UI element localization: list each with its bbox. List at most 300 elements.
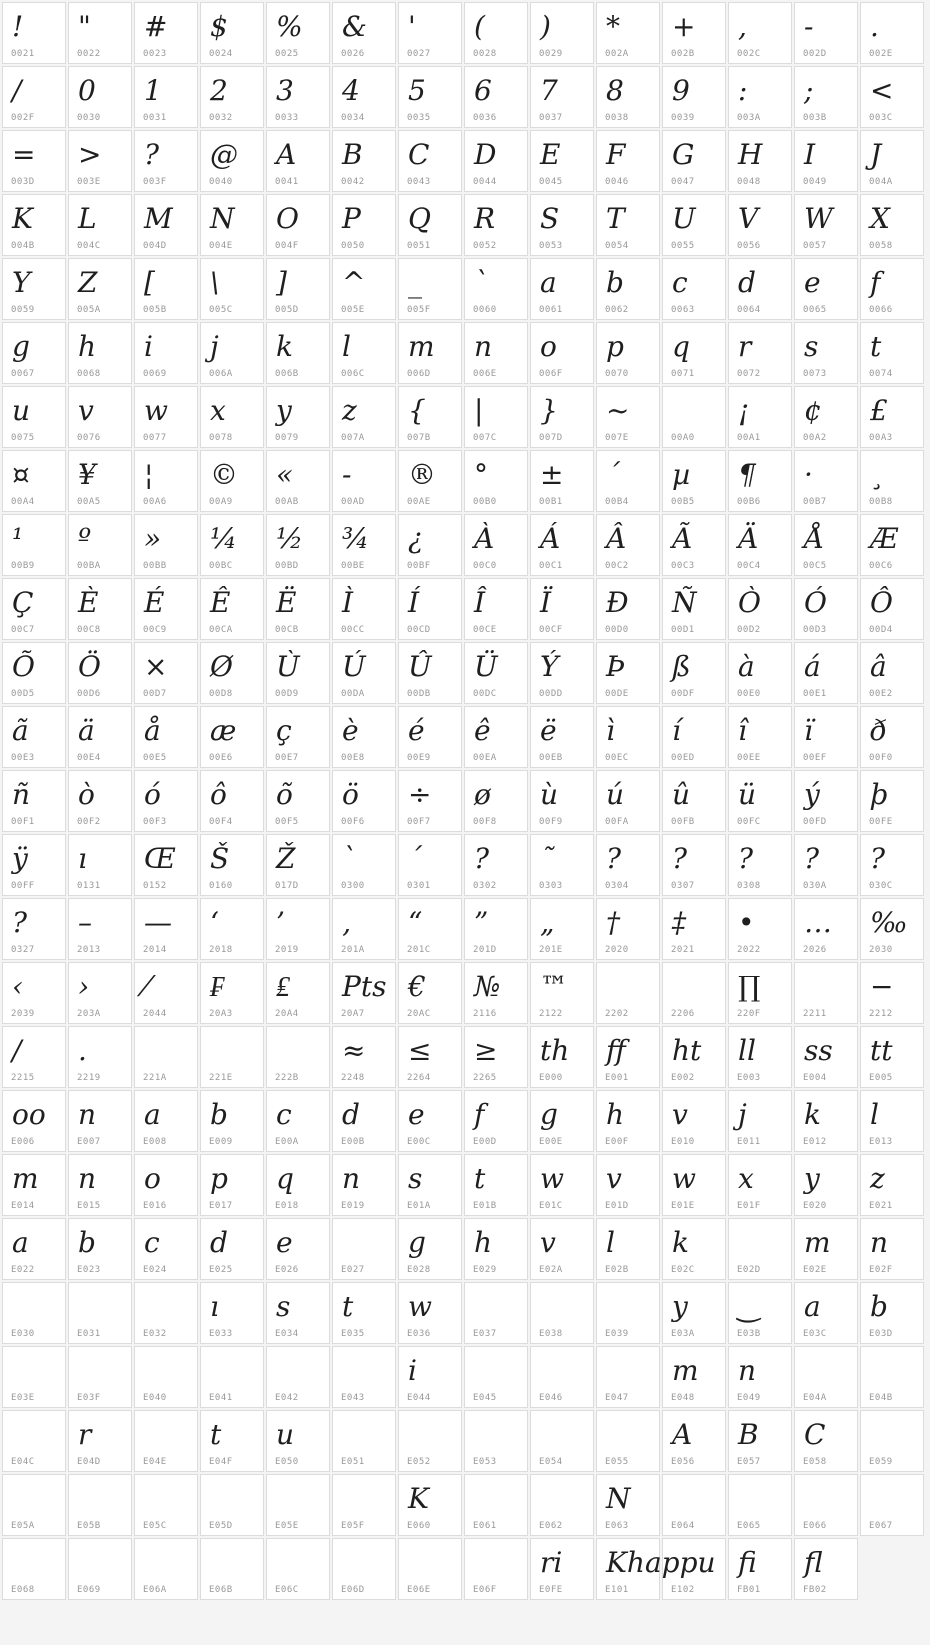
glyph-cell[interactable] bbox=[68, 1346, 132, 1408]
glyph-cell[interactable] bbox=[530, 450, 594, 512]
glyph-cell[interactable] bbox=[728, 2, 792, 64]
glyph-cell[interactable] bbox=[2, 386, 66, 448]
glyph-cell[interactable] bbox=[728, 578, 792, 640]
glyph-cell[interactable] bbox=[332, 1474, 396, 1536]
glyph-cell[interactable] bbox=[662, 258, 726, 320]
glyph-cell[interactable] bbox=[68, 450, 132, 512]
glyph-cell[interactable] bbox=[530, 642, 594, 704]
glyph-cell[interactable] bbox=[134, 450, 198, 512]
glyph-cell[interactable] bbox=[200, 386, 264, 448]
glyph-cell[interactable] bbox=[860, 2, 924, 64]
glyph-cell[interactable] bbox=[2, 1090, 66, 1152]
glyph-cell[interactable] bbox=[332, 1154, 396, 1216]
glyph-cell[interactable] bbox=[860, 514, 924, 576]
glyph-cell[interactable] bbox=[332, 898, 396, 960]
glyph-cell[interactable] bbox=[596, 1410, 660, 1472]
glyph-cell[interactable] bbox=[530, 770, 594, 832]
glyph-cell[interactable] bbox=[134, 258, 198, 320]
glyph-cell[interactable] bbox=[596, 962, 660, 1024]
glyph-cell[interactable] bbox=[794, 514, 858, 576]
glyph-cell[interactable] bbox=[860, 386, 924, 448]
glyph-cell[interactable] bbox=[662, 322, 726, 384]
glyph-cell[interactable] bbox=[332, 1410, 396, 1472]
glyph-cell[interactable] bbox=[332, 1346, 396, 1408]
glyph-cell[interactable] bbox=[728, 962, 792, 1024]
glyph-cell[interactable] bbox=[860, 962, 924, 1024]
glyph-cell[interactable] bbox=[662, 770, 726, 832]
glyph-cell[interactable] bbox=[860, 1090, 924, 1152]
glyph-cell[interactable] bbox=[794, 1282, 858, 1344]
glyph-cell[interactable] bbox=[596, 1346, 660, 1408]
glyph-cell[interactable] bbox=[596, 514, 660, 576]
glyph-cell[interactable] bbox=[662, 1474, 726, 1536]
glyph-cell[interactable] bbox=[794, 1090, 858, 1152]
glyph-cell[interactable] bbox=[662, 194, 726, 256]
glyph-cell[interactable] bbox=[728, 898, 792, 960]
glyph-cell[interactable] bbox=[464, 1026, 528, 1088]
glyph-cell[interactable] bbox=[596, 578, 660, 640]
glyph-cell[interactable] bbox=[530, 66, 594, 128]
glyph-cell[interactable] bbox=[398, 386, 462, 448]
glyph-cell[interactable] bbox=[662, 962, 726, 1024]
glyph-cell[interactable] bbox=[464, 1538, 528, 1600]
glyph-cell[interactable] bbox=[398, 130, 462, 192]
glyph-cell[interactable] bbox=[2, 962, 66, 1024]
glyph-cell[interactable] bbox=[68, 1218, 132, 1280]
glyph-cell[interactable] bbox=[662, 578, 726, 640]
glyph-cell[interactable] bbox=[332, 322, 396, 384]
glyph-cell[interactable] bbox=[596, 1474, 660, 1536]
glyph-cell[interactable] bbox=[596, 834, 660, 896]
glyph-cell[interactable] bbox=[728, 386, 792, 448]
glyph-cell[interactable] bbox=[200, 1090, 264, 1152]
glyph-cell[interactable] bbox=[134, 834, 198, 896]
glyph-cell[interactable] bbox=[662, 386, 726, 448]
glyph-cell[interactable] bbox=[596, 706, 660, 768]
glyph-cell[interactable] bbox=[530, 514, 594, 576]
glyph-cell[interactable] bbox=[200, 706, 264, 768]
glyph-cell[interactable] bbox=[266, 642, 330, 704]
glyph-cell[interactable] bbox=[200, 1410, 264, 1472]
glyph-cell[interactable] bbox=[2, 1282, 66, 1344]
glyph-cell[interactable] bbox=[332, 642, 396, 704]
glyph-cell[interactable] bbox=[794, 1026, 858, 1088]
glyph-cell[interactable] bbox=[68, 322, 132, 384]
glyph-cell[interactable] bbox=[728, 1154, 792, 1216]
glyph-cell[interactable] bbox=[794, 578, 858, 640]
glyph-cell[interactable] bbox=[398, 770, 462, 832]
glyph-cell[interactable] bbox=[662, 514, 726, 576]
glyph-cell[interactable] bbox=[794, 1154, 858, 1216]
glyph-cell[interactable] bbox=[68, 2, 132, 64]
glyph-cell[interactable] bbox=[794, 450, 858, 512]
glyph-cell[interactable] bbox=[530, 1090, 594, 1152]
glyph-cell[interactable] bbox=[398, 642, 462, 704]
glyph-cell[interactable] bbox=[794, 258, 858, 320]
glyph-cell[interactable] bbox=[398, 898, 462, 960]
glyph-cell[interactable] bbox=[134, 770, 198, 832]
glyph-cell[interactable] bbox=[596, 1026, 660, 1088]
glyph-cell[interactable] bbox=[398, 962, 462, 1024]
glyph-cell[interactable] bbox=[464, 322, 528, 384]
glyph-cell[interactable] bbox=[134, 1090, 198, 1152]
glyph-cell[interactable] bbox=[728, 258, 792, 320]
glyph-cell[interactable] bbox=[530, 1026, 594, 1088]
glyph-cell[interactable] bbox=[464, 962, 528, 1024]
glyph-cell[interactable] bbox=[2, 770, 66, 832]
glyph-cell[interactable] bbox=[860, 130, 924, 192]
glyph-cell[interactable] bbox=[134, 66, 198, 128]
glyph-cell[interactable] bbox=[266, 1026, 330, 1088]
glyph-cell[interactable] bbox=[794, 322, 858, 384]
glyph-cell[interactable] bbox=[728, 1218, 792, 1280]
glyph-cell[interactable] bbox=[794, 962, 858, 1024]
glyph-cell[interactable] bbox=[266, 898, 330, 960]
glyph-cell[interactable] bbox=[266, 194, 330, 256]
glyph-cell[interactable] bbox=[68, 578, 132, 640]
glyph-cell[interactable] bbox=[794, 2, 858, 64]
glyph-cell[interactable] bbox=[134, 1474, 198, 1536]
glyph-cell[interactable] bbox=[266, 66, 330, 128]
glyph-cell[interactable] bbox=[266, 2, 330, 64]
glyph-cell[interactable] bbox=[596, 1218, 660, 1280]
glyph-cell[interactable] bbox=[794, 386, 858, 448]
glyph-cell[interactable] bbox=[266, 1474, 330, 1536]
glyph-cell[interactable] bbox=[464, 770, 528, 832]
glyph-cell[interactable] bbox=[266, 130, 330, 192]
glyph-cell[interactable] bbox=[332, 258, 396, 320]
glyph-cell[interactable] bbox=[2, 450, 66, 512]
glyph-cell[interactable] bbox=[332, 1538, 396, 1600]
glyph-cell[interactable] bbox=[398, 2, 462, 64]
glyph-cell[interactable] bbox=[68, 1154, 132, 1216]
glyph-cell[interactable] bbox=[794, 1346, 858, 1408]
glyph-cell[interactable] bbox=[464, 194, 528, 256]
glyph-cell[interactable] bbox=[860, 1218, 924, 1280]
glyph-cell[interactable] bbox=[398, 706, 462, 768]
glyph-cell[interactable] bbox=[860, 642, 924, 704]
glyph-cell[interactable] bbox=[794, 770, 858, 832]
glyph-cell[interactable] bbox=[794, 898, 858, 960]
glyph-cell[interactable] bbox=[200, 514, 264, 576]
glyph-cell[interactable] bbox=[662, 1346, 726, 1408]
glyph-cell[interactable] bbox=[2, 514, 66, 576]
glyph-cell[interactable] bbox=[596, 66, 660, 128]
glyph-cell[interactable] bbox=[794, 1474, 858, 1536]
glyph-cell[interactable] bbox=[398, 322, 462, 384]
glyph-cell[interactable] bbox=[200, 770, 264, 832]
glyph-cell[interactable] bbox=[860, 706, 924, 768]
glyph-cell[interactable] bbox=[200, 1474, 264, 1536]
glyph-cell[interactable] bbox=[266, 834, 330, 896]
glyph-cell[interactable] bbox=[794, 66, 858, 128]
glyph-cell[interactable] bbox=[398, 1154, 462, 1216]
glyph-cell[interactable] bbox=[860, 66, 924, 128]
glyph-cell[interactable] bbox=[860, 1410, 924, 1472]
glyph-cell[interactable] bbox=[134, 1538, 198, 1600]
glyph-cell[interactable] bbox=[398, 1282, 462, 1344]
glyph-cell[interactable] bbox=[134, 514, 198, 576]
glyph-cell[interactable] bbox=[134, 1282, 198, 1344]
glyph-cell[interactable] bbox=[398, 834, 462, 896]
glyph-cell[interactable] bbox=[332, 386, 396, 448]
glyph-cell[interactable] bbox=[728, 706, 792, 768]
glyph-cell[interactable] bbox=[860, 194, 924, 256]
glyph-cell[interactable] bbox=[794, 1218, 858, 1280]
glyph-cell[interactable] bbox=[398, 1218, 462, 1280]
glyph-cell[interactable] bbox=[662, 1090, 726, 1152]
glyph-cell[interactable] bbox=[530, 1474, 594, 1536]
glyph-cell[interactable] bbox=[860, 578, 924, 640]
glyph-cell[interactable] bbox=[530, 1410, 594, 1472]
glyph-cell[interactable] bbox=[200, 450, 264, 512]
glyph-cell[interactable] bbox=[728, 514, 792, 576]
glyph-cell[interactable] bbox=[200, 1346, 264, 1408]
glyph-cell[interactable] bbox=[134, 706, 198, 768]
glyph-cell[interactable] bbox=[68, 194, 132, 256]
glyph-cell[interactable] bbox=[134, 322, 198, 384]
glyph-cell[interactable] bbox=[464, 578, 528, 640]
glyph-cell[interactable] bbox=[332, 194, 396, 256]
glyph-cell[interactable] bbox=[530, 834, 594, 896]
glyph-cell[interactable] bbox=[332, 1218, 396, 1280]
glyph-cell[interactable] bbox=[332, 834, 396, 896]
glyph-cell[interactable] bbox=[266, 386, 330, 448]
glyph-cell[interactable] bbox=[530, 2, 594, 64]
glyph-cell[interactable] bbox=[398, 258, 462, 320]
glyph-cell[interactable] bbox=[860, 322, 924, 384]
glyph-cell[interactable] bbox=[464, 66, 528, 128]
glyph-cell[interactable] bbox=[2, 898, 66, 960]
glyph-cell[interactable] bbox=[200, 258, 264, 320]
glyph-cell[interactable] bbox=[398, 66, 462, 128]
glyph-cell[interactable] bbox=[200, 1154, 264, 1216]
glyph-cell[interactable] bbox=[2, 1154, 66, 1216]
glyph-cell[interactable] bbox=[464, 1090, 528, 1152]
glyph-cell[interactable] bbox=[332, 578, 396, 640]
glyph-cell[interactable] bbox=[266, 962, 330, 1024]
glyph-cell[interactable] bbox=[2, 130, 66, 192]
glyph-cell[interactable] bbox=[68, 1410, 132, 1472]
glyph-cell[interactable] bbox=[398, 1538, 462, 1600]
glyph-cell[interactable] bbox=[68, 1026, 132, 1088]
glyph-cell[interactable] bbox=[464, 450, 528, 512]
glyph-cell[interactable] bbox=[596, 194, 660, 256]
glyph-cell[interactable] bbox=[2, 1346, 66, 1408]
glyph-cell[interactable] bbox=[332, 2, 396, 64]
glyph-cell[interactable] bbox=[662, 1026, 726, 1088]
glyph-cell[interactable] bbox=[728, 1346, 792, 1408]
glyph-cell[interactable] bbox=[134, 898, 198, 960]
glyph-cell[interactable] bbox=[596, 386, 660, 448]
glyph-cell[interactable] bbox=[728, 322, 792, 384]
glyph-cell[interactable] bbox=[266, 450, 330, 512]
glyph-cell[interactable] bbox=[530, 1538, 594, 1600]
glyph-cell[interactable] bbox=[662, 1154, 726, 1216]
glyph-cell[interactable] bbox=[2, 1474, 66, 1536]
glyph-cell[interactable] bbox=[68, 1538, 132, 1600]
glyph-cell[interactable] bbox=[596, 258, 660, 320]
glyph-cell[interactable] bbox=[530, 322, 594, 384]
glyph-cell[interactable] bbox=[200, 1026, 264, 1088]
glyph-cell[interactable] bbox=[200, 642, 264, 704]
glyph-cell[interactable] bbox=[200, 962, 264, 1024]
glyph-cell[interactable] bbox=[266, 258, 330, 320]
glyph-cell[interactable] bbox=[332, 706, 396, 768]
glyph-cell[interactable] bbox=[2, 258, 66, 320]
glyph-cell[interactable] bbox=[68, 130, 132, 192]
glyph-cell[interactable] bbox=[530, 962, 594, 1024]
glyph-cell[interactable] bbox=[728, 1474, 792, 1536]
glyph-cell[interactable] bbox=[134, 1410, 198, 1472]
glyph-cell[interactable] bbox=[398, 578, 462, 640]
glyph-cell[interactable] bbox=[2, 578, 66, 640]
glyph-cell[interactable] bbox=[68, 1474, 132, 1536]
glyph-cell[interactable] bbox=[2, 2, 66, 64]
glyph-cell[interactable] bbox=[464, 1282, 528, 1344]
glyph-cell[interactable] bbox=[860, 834, 924, 896]
glyph-cell[interactable] bbox=[728, 770, 792, 832]
glyph-cell[interactable] bbox=[728, 194, 792, 256]
glyph-cell[interactable] bbox=[200, 578, 264, 640]
glyph-cell[interactable] bbox=[2, 322, 66, 384]
glyph-cell[interactable] bbox=[530, 1218, 594, 1280]
glyph-cell[interactable] bbox=[68, 770, 132, 832]
glyph-cell[interactable] bbox=[2, 706, 66, 768]
glyph-cell[interactable] bbox=[266, 1090, 330, 1152]
glyph-cell[interactable] bbox=[794, 642, 858, 704]
glyph-cell[interactable] bbox=[134, 1154, 198, 1216]
glyph-cell[interactable] bbox=[266, 1538, 330, 1600]
glyph-cell[interactable] bbox=[794, 194, 858, 256]
glyph-cell[interactable] bbox=[728, 1026, 792, 1088]
glyph-cell[interactable] bbox=[266, 770, 330, 832]
glyph-cell[interactable] bbox=[398, 1346, 462, 1408]
glyph-cell[interactable] bbox=[332, 1026, 396, 1088]
glyph-cell[interactable] bbox=[728, 834, 792, 896]
glyph-cell[interactable] bbox=[68, 898, 132, 960]
glyph-cell[interactable] bbox=[530, 1282, 594, 1344]
glyph-cell[interactable] bbox=[200, 322, 264, 384]
glyph-cell[interactable] bbox=[662, 834, 726, 896]
glyph-cell[interactable] bbox=[860, 1154, 924, 1216]
glyph-cell[interactable] bbox=[860, 1474, 924, 1536]
glyph-cell[interactable] bbox=[728, 642, 792, 704]
glyph-cell[interactable] bbox=[662, 706, 726, 768]
glyph-cell[interactable] bbox=[134, 1026, 198, 1088]
glyph-cell[interactable] bbox=[794, 706, 858, 768]
glyph-cell[interactable] bbox=[266, 1410, 330, 1472]
glyph-cell[interactable] bbox=[530, 1346, 594, 1408]
glyph-cell[interactable] bbox=[68, 1282, 132, 1344]
glyph-cell[interactable] bbox=[530, 898, 594, 960]
glyph-cell[interactable] bbox=[2, 1026, 66, 1088]
glyph-cell[interactable] bbox=[530, 386, 594, 448]
glyph-cell[interactable] bbox=[662, 1410, 726, 1472]
glyph-cell[interactable] bbox=[200, 898, 264, 960]
glyph-cell[interactable] bbox=[200, 194, 264, 256]
glyph-cell[interactable] bbox=[662, 450, 726, 512]
glyph-cell[interactable] bbox=[596, 1154, 660, 1216]
glyph-cell[interactable] bbox=[2, 1218, 66, 1280]
glyph-cell[interactable] bbox=[464, 1154, 528, 1216]
glyph-cell[interactable] bbox=[530, 706, 594, 768]
glyph-cell[interactable] bbox=[200, 130, 264, 192]
glyph-cell[interactable] bbox=[332, 66, 396, 128]
glyph-cell[interactable] bbox=[134, 1218, 198, 1280]
glyph-cell[interactable] bbox=[68, 834, 132, 896]
glyph-cell[interactable] bbox=[332, 450, 396, 512]
glyph-cell[interactable] bbox=[464, 706, 528, 768]
glyph-cell[interactable] bbox=[200, 66, 264, 128]
glyph-cell[interactable] bbox=[596, 1090, 660, 1152]
glyph-cell[interactable] bbox=[794, 1410, 858, 1472]
glyph-cell[interactable] bbox=[266, 1346, 330, 1408]
glyph-cell[interactable] bbox=[134, 962, 198, 1024]
glyph-cell[interactable] bbox=[332, 514, 396, 576]
glyph-cell[interactable] bbox=[596, 1282, 660, 1344]
glyph-cell[interactable] bbox=[464, 834, 528, 896]
glyph-cell[interactable] bbox=[860, 258, 924, 320]
glyph-cell[interactable] bbox=[68, 642, 132, 704]
glyph-cell[interactable] bbox=[68, 1090, 132, 1152]
glyph-cell[interactable] bbox=[134, 2, 198, 64]
glyph-cell[interactable] bbox=[266, 706, 330, 768]
glyph-cell[interactable] bbox=[794, 130, 858, 192]
glyph-cell[interactable] bbox=[134, 578, 198, 640]
glyph-cell[interactable] bbox=[728, 1090, 792, 1152]
glyph-cell[interactable] bbox=[68, 514, 132, 576]
glyph-cell[interactable] bbox=[266, 514, 330, 576]
glyph-cell[interactable] bbox=[662, 1218, 726, 1280]
glyph-cell[interactable] bbox=[728, 1410, 792, 1472]
glyph-cell[interactable] bbox=[662, 898, 726, 960]
glyph-cell[interactable] bbox=[530, 130, 594, 192]
glyph-cell[interactable] bbox=[662, 1282, 726, 1344]
glyph-cell[interactable] bbox=[596, 642, 660, 704]
glyph-cell[interactable] bbox=[398, 194, 462, 256]
glyph-cell[interactable] bbox=[266, 1282, 330, 1344]
glyph-cell[interactable] bbox=[662, 66, 726, 128]
glyph-cell[interactable] bbox=[68, 706, 132, 768]
glyph-cell[interactable] bbox=[464, 514, 528, 576]
glyph-cell[interactable] bbox=[860, 1346, 924, 1408]
glyph-cell[interactable] bbox=[68, 258, 132, 320]
glyph-cell[interactable] bbox=[398, 1090, 462, 1152]
glyph-cell[interactable] bbox=[332, 130, 396, 192]
glyph-cell[interactable] bbox=[464, 258, 528, 320]
glyph-cell[interactable] bbox=[596, 898, 660, 960]
glyph-cell[interactable] bbox=[398, 1474, 462, 1536]
glyph-cell[interactable] bbox=[794, 834, 858, 896]
glyph-cell[interactable] bbox=[266, 1218, 330, 1280]
glyph-cell[interactable] bbox=[332, 962, 396, 1024]
glyph-cell[interactable] bbox=[68, 386, 132, 448]
glyph-cell[interactable] bbox=[662, 130, 726, 192]
glyph-cell[interactable] bbox=[860, 1282, 924, 1344]
glyph-cell[interactable] bbox=[464, 386, 528, 448]
glyph-cell[interactable] bbox=[464, 1474, 528, 1536]
glyph-cell[interactable] bbox=[68, 962, 132, 1024]
glyph-cell[interactable] bbox=[464, 1346, 528, 1408]
glyph-cell[interactable] bbox=[398, 450, 462, 512]
glyph-cell[interactable] bbox=[2, 66, 66, 128]
glyph-cell[interactable] bbox=[728, 1538, 792, 1600]
glyph-cell[interactable] bbox=[530, 1154, 594, 1216]
glyph-cell[interactable] bbox=[530, 194, 594, 256]
glyph-cell[interactable] bbox=[530, 578, 594, 640]
glyph-cell[interactable] bbox=[662, 2, 726, 64]
